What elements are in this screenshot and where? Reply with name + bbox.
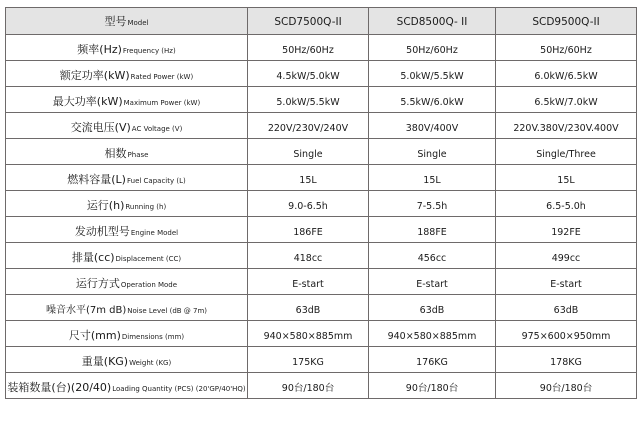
row-label <box>6 321 248 347</box>
row-label <box>6 295 248 321</box>
row-label <box>6 347 248 373</box>
row-label-cn: 交流电压(V) <box>70 121 131 134</box>
row-label-cn: 发动机型号 <box>74 225 130 238</box>
table-row-ac-voltage <box>6 113 637 139</box>
row-value <box>496 243 637 269</box>
cell-value: 15L <box>423 175 441 186</box>
row-label <box>6 243 248 269</box>
model-name: SCD8500Q- II <box>396 15 468 28</box>
cell-value: 6.5kW/7.0kW <box>534 97 598 108</box>
row-label-cn: 额定功率(kW) <box>59 69 130 82</box>
row-label-cn: 尺寸(mm) <box>68 329 121 342</box>
cell-value: 5.0kW/5.5kW <box>400 71 464 82</box>
cell-value: 418cc <box>293 253 323 264</box>
row-label-en: Weight (KG) <box>129 359 172 367</box>
table-row-rated-power <box>6 61 637 87</box>
row-label-en: Dimensions (mm) <box>121 333 185 341</box>
row-value <box>248 35 369 61</box>
row-label-cn: 相数 <box>104 147 127 160</box>
row-label-en: Engine Model <box>130 229 179 237</box>
row-value <box>369 373 496 399</box>
row-label-cn: 排量(cc) <box>71 251 115 264</box>
cell-value: 15L <box>557 175 575 186</box>
row-label-en: Phase <box>127 151 149 159</box>
model-name: SCD9500Q-II <box>532 15 600 28</box>
row-value <box>496 347 637 373</box>
row-value <box>496 165 637 191</box>
cell-value: E-start <box>550 279 582 290</box>
row-label-cn: 运行方式 <box>75 277 120 290</box>
row-label <box>6 373 248 399</box>
cell-value: 7-5.5h <box>416 201 448 212</box>
row-value <box>248 113 369 139</box>
row-label-cn: 燃料容量(L) <box>67 173 126 186</box>
spec-table <box>5 7 637 399</box>
row-value <box>496 139 637 165</box>
cell-value: 220V.380V/230V.400V <box>513 123 619 134</box>
row-value <box>248 295 369 321</box>
row-label-en: Frequency (Hz) <box>122 47 176 55</box>
cell-value: 4.5kW/5.0kW <box>276 71 340 82</box>
row-value <box>248 373 369 399</box>
cell-value: 220V/230V/240V <box>267 123 349 134</box>
table-row-engine-model <box>6 217 637 243</box>
table-row-displacement <box>6 243 637 269</box>
cell-value: 940×580×885mm <box>387 331 477 342</box>
cell-value: 175KG <box>292 357 324 368</box>
row-label-en: Running (h) <box>125 203 167 211</box>
row-value <box>496 191 637 217</box>
cell-value: Single/Three <box>536 149 596 160</box>
row-value <box>496 113 637 139</box>
row-value <box>496 321 637 347</box>
cell-value: 5.0kW/5.5kW <box>276 97 340 108</box>
row-label <box>6 87 248 113</box>
row-value <box>369 321 496 347</box>
cell-value: 63dB <box>295 305 321 316</box>
cell-value: 90台/180台 <box>539 383 593 394</box>
cell-value: 63dB <box>419 305 445 316</box>
cell-value: 6.5-5.0h <box>546 201 586 212</box>
table-row-maximum-power <box>6 87 637 113</box>
row-value <box>369 191 496 217</box>
header-model-2 <box>369 8 496 35</box>
row-label-cn: 运行(h) <box>86 199 125 212</box>
row-label-en: Operation Mode <box>120 281 178 289</box>
model-name: SCD7500Q-II <box>274 15 342 28</box>
row-label <box>6 35 248 61</box>
row-label-en: Displacement (CC) <box>115 255 182 263</box>
cell-value: E-start <box>416 279 448 290</box>
header-row <box>6 8 637 35</box>
row-label-cn: 最大功率(kW) <box>52 95 123 108</box>
row-value <box>248 87 369 113</box>
row-label-en: Loading Quantity (PCS) (20'GP/40'HQ) <box>112 385 246 393</box>
cell-value: 380V/400V <box>405 123 459 134</box>
table-row-weight <box>6 347 637 373</box>
row-label-cn: 频率(Hz) <box>77 43 122 56</box>
header-label-en: Model <box>127 19 149 27</box>
cell-value: 50Hz/60Hz <box>406 45 458 56</box>
row-label <box>6 113 248 139</box>
cell-value: E-start <box>292 279 324 290</box>
table-row-operation-mode <box>6 269 637 295</box>
row-label-cn: 装箱数量(台)(20/40) <box>7 381 112 394</box>
row-label <box>6 269 248 295</box>
cell-value: 63dB <box>553 305 579 316</box>
cell-value: 90台/180台 <box>405 383 459 394</box>
cell-value: 975×600×950mm <box>521 331 611 342</box>
row-value <box>248 217 369 243</box>
row-value <box>369 35 496 61</box>
cell-value: 50Hz/60Hz <box>540 45 592 56</box>
cell-value: 15L <box>299 175 317 186</box>
row-value <box>369 243 496 269</box>
table-row-frequency <box>6 35 637 61</box>
header-model-1 <box>248 8 369 35</box>
header-label-cell <box>6 8 248 35</box>
row-value <box>369 61 496 87</box>
row-label-en: AC Voltage (V) <box>131 125 183 133</box>
row-value <box>248 61 369 87</box>
row-value <box>496 373 637 399</box>
cell-value: 456cc <box>417 253 447 264</box>
cell-value: 186FE <box>293 227 323 238</box>
row-label-en: Rated Power (kW) <box>130 73 194 81</box>
row-value <box>248 191 369 217</box>
cell-value: 50Hz/60Hz <box>282 45 334 56</box>
row-label-cn: 重量(KG) <box>81 355 129 368</box>
row-value <box>369 165 496 191</box>
header-model-3 <box>496 8 637 35</box>
row-label-en: Fuel Capacity (L) <box>126 177 186 185</box>
row-value <box>248 139 369 165</box>
cell-value: 192FE <box>551 227 581 238</box>
row-value <box>496 61 637 87</box>
row-label-cn: 噪音水平(7m dB) <box>45 305 127 316</box>
row-value <box>496 269 637 295</box>
row-label <box>6 61 248 87</box>
cell-value: 176KG <box>416 357 448 368</box>
cell-value: Single <box>417 149 447 160</box>
header-label-cn: 型号 <box>104 15 127 28</box>
row-value <box>369 113 496 139</box>
cell-value: 9.0-6.5h <box>288 201 328 212</box>
row-value <box>248 243 369 269</box>
cell-value: 90台/180台 <box>281 383 335 394</box>
cell-value: 178KG <box>550 357 582 368</box>
row-value <box>248 347 369 373</box>
table-row-phase <box>6 139 637 165</box>
row-value <box>369 139 496 165</box>
row-value <box>369 295 496 321</box>
row-value <box>248 165 369 191</box>
row-value <box>369 87 496 113</box>
cell-value: 188FE <box>417 227 447 238</box>
cell-value: 6.0kW/6.5kW <box>534 71 598 82</box>
table-row-loading-quantity <box>6 373 637 399</box>
table-row-running <box>6 191 637 217</box>
table-row-dimensions <box>6 321 637 347</box>
row-value <box>496 87 637 113</box>
row-label-en: Noise Level (dB @ 7m) <box>127 307 208 315</box>
row-value <box>369 347 496 373</box>
table-row-noise-level <box>6 295 637 321</box>
cell-value: 499cc <box>551 253 581 264</box>
row-label <box>6 191 248 217</box>
row-value <box>369 269 496 295</box>
row-value <box>496 295 637 321</box>
row-value <box>248 269 369 295</box>
row-value <box>496 35 637 61</box>
row-label-en: Maximum Power (kW) <box>123 99 201 107</box>
row-value <box>248 321 369 347</box>
cell-value: 5.5kW/6.0kW <box>400 97 464 108</box>
table-row-fuel-capacity <box>6 165 637 191</box>
row-value <box>496 217 637 243</box>
row-label <box>6 139 248 165</box>
row-label <box>6 217 248 243</box>
cell-value: Single <box>293 149 323 160</box>
row-label <box>6 165 248 191</box>
row-value <box>369 217 496 243</box>
cell-value: 940×580×885mm <box>263 331 353 342</box>
